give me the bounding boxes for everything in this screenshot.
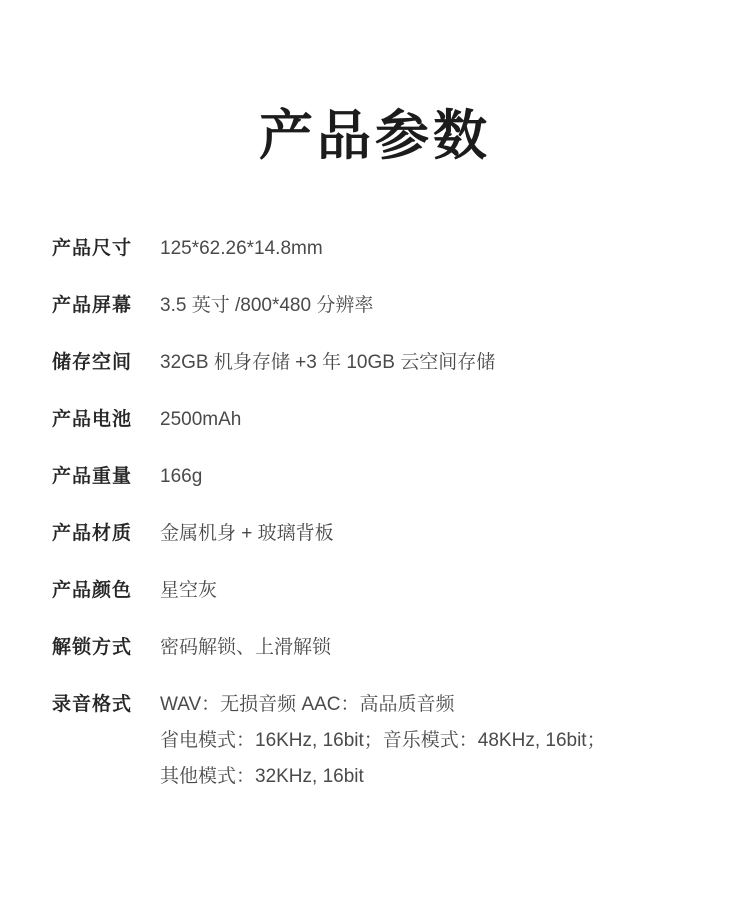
- spec-value-line: 星空灰: [160, 579, 218, 601]
- spec-value-line: WAV：无损音频 AAC：高品质音频: [160, 693, 455, 715]
- spec-value: [152, 520, 750, 547]
- spec-value: [152, 634, 750, 661]
- spec-table: [0, 235, 750, 790]
- spec-value-line: 其他模式：32KHz, 16bit: [160, 765, 364, 787]
- spec-value: [152, 406, 750, 433]
- spec-value: [152, 235, 750, 262]
- spec-label: 产品材质: [52, 522, 133, 544]
- spec-value-line: 125*62.26*14.8mm: [160, 237, 323, 259]
- spec-row: [0, 349, 750, 376]
- spec-row: [0, 520, 750, 547]
- spec-row: [0, 292, 750, 319]
- spec-value-line: 金属机身 + 玻璃背板: [160, 522, 334, 544]
- spec-value-line: 省电模式：16KHz, 16bit；音乐模式：48KHz, 16bit；: [160, 729, 606, 751]
- spec-row: [0, 406, 750, 433]
- spec-label: 产品尺寸: [52, 237, 133, 259]
- spec-row: [0, 634, 750, 661]
- spec-row: [0, 577, 750, 604]
- spec-label: 产品颜色: [52, 579, 133, 601]
- spec-value-line: 3.5 英寸 /800*480 分辨率: [160, 294, 374, 316]
- spec-value-line: 密码解锁、上滑解锁: [160, 636, 332, 658]
- spec-value: [152, 577, 750, 604]
- spec-label: 产品屏幕: [52, 294, 133, 316]
- spec-value-line: 2500mAh: [160, 408, 242, 430]
- page-title: 产品参数: [259, 106, 491, 166]
- spec-label: 产品电池: [52, 408, 133, 430]
- spec-value-line: 166g: [160, 465, 203, 487]
- spec-label: 解锁方式: [52, 636, 133, 658]
- spec-value-line: 32GB 机身存储 +3 年 10GB 云空间存储: [160, 351, 496, 373]
- spec-label: 储存空间: [52, 351, 133, 373]
- spec-value: [152, 292, 750, 319]
- spec-label: 录音格式: [52, 693, 133, 715]
- spec-row: [0, 691, 750, 790]
- spec-row: [0, 463, 750, 490]
- spec-value: [152, 463, 750, 490]
- spec-row: [0, 235, 750, 262]
- spec-value: [152, 691, 750, 790]
- spec-value: [152, 349, 750, 376]
- spec-label: 产品重量: [52, 465, 133, 487]
